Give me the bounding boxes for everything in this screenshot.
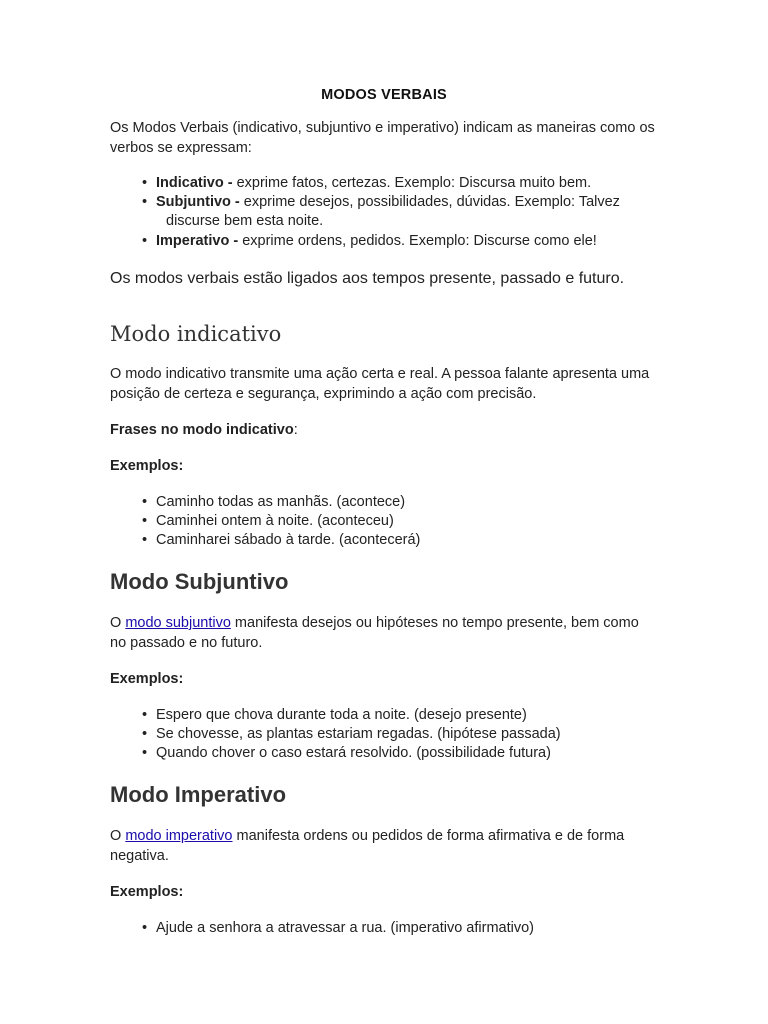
list-item: [110, 232, 658, 251]
term-description: exprime desejos, possibilidades, dúvidas. Exemplo: Talvez: [239, 194, 620, 211]
list-item: • Quando chover o caso estará resolvido. (possibilidade futura): [110, 744, 658, 763]
modes-list: [110, 174, 658, 251]
list-item: [110, 193, 658, 231]
examples-label-text: Exemplos:: [110, 671, 184, 687]
desc-suffix: manifesta ordens ou pedidos de forma afirmativa e de forma negativa.: [110, 828, 625, 864]
list-item: [110, 174, 658, 193]
section-heading-indicativo: Modo indicativo: [110, 322, 282, 346]
desc-suffix: manifesta desejos ou hipóteses no tempo presente, bem como no passado e no futuro.: [110, 615, 639, 651]
imperativo-examples: [110, 919, 658, 938]
indicativo-description: O modo indicativo transmite uma ação certa e real. A pessoa falante apresenta uma posição de certeza e segurança, exprimindo a ação com precisão.: [110, 366, 650, 402]
intro-paragraph: Os Modos Verbais (indicativo, subjuntivo e imperativo) indicam as maneiras como os verbos se expressam:: [110, 120, 655, 156]
modo-imperativo-link[interactable]: modo imperativo: [125, 828, 233, 844]
examples-label: [110, 457, 658, 477]
term-label: Indicativo -: [156, 175, 233, 191]
tenses-note: Os modos verbais estão ligados aos tempos presente, passado e futuro.: [110, 270, 625, 287]
phrases-label: [110, 421, 658, 441]
phrases-label-colon: :: [293, 422, 298, 438]
desc-prefix: O: [110, 828, 126, 844]
list-item: • Ajude a senhora a atravessar a rua. (imperativo afirmativo): [110, 919, 658, 938]
list-item: • Caminharei sábado à tarde. (acontecerá): [110, 531, 658, 550]
modo-subjuntivo-link[interactable]: modo subjuntivo: [125, 615, 231, 631]
section-heading-imperativo: Modo Imperativo: [110, 782, 287, 807]
examples-label: [110, 670, 658, 690]
subjuntivo-description: [110, 614, 658, 653]
examples-label: [110, 883, 658, 903]
list-item: • Espero que chova durante toda a noite. (desejo presente): [110, 706, 658, 725]
term-label: Subjuntivo -: [156, 194, 240, 211]
phrases-label-text: Frases no modo indicativo: [110, 422, 294, 438]
desc-prefix: O: [110, 615, 126, 631]
list-item: • Caminho todas as manhãs. (acontece): [110, 493, 658, 512]
list-item: • Caminhei ontem à noite. (aconteceu): [110, 512, 658, 531]
section-heading-subjuntivo: Modo Subjuntivo: [110, 569, 289, 594]
term-label: Imperativo -: [156, 232, 239, 249]
list-item: • Se chovesse, as plantas estariam regadas. (hipótese passada): [110, 725, 658, 744]
examples-label-text: Exemplos:: [110, 884, 184, 900]
term-description-continued: discurse bem esta noite.: [166, 213, 324, 230]
term-description: exprime fatos, certezas. Exemplo: Discursa muito bem.: [232, 175, 592, 191]
examples-label-text: Exemplos:: [110, 458, 184, 474]
indicativo-examples: [110, 493, 658, 551]
subjuntivo-examples: [110, 706, 658, 764]
document-title: MODOS VERBAIS: [321, 87, 447, 103]
term-description: exprime ordens, pedidos. Exemplo: Discurse como ele!: [238, 232, 597, 249]
imperativo-description: [110, 827, 658, 866]
